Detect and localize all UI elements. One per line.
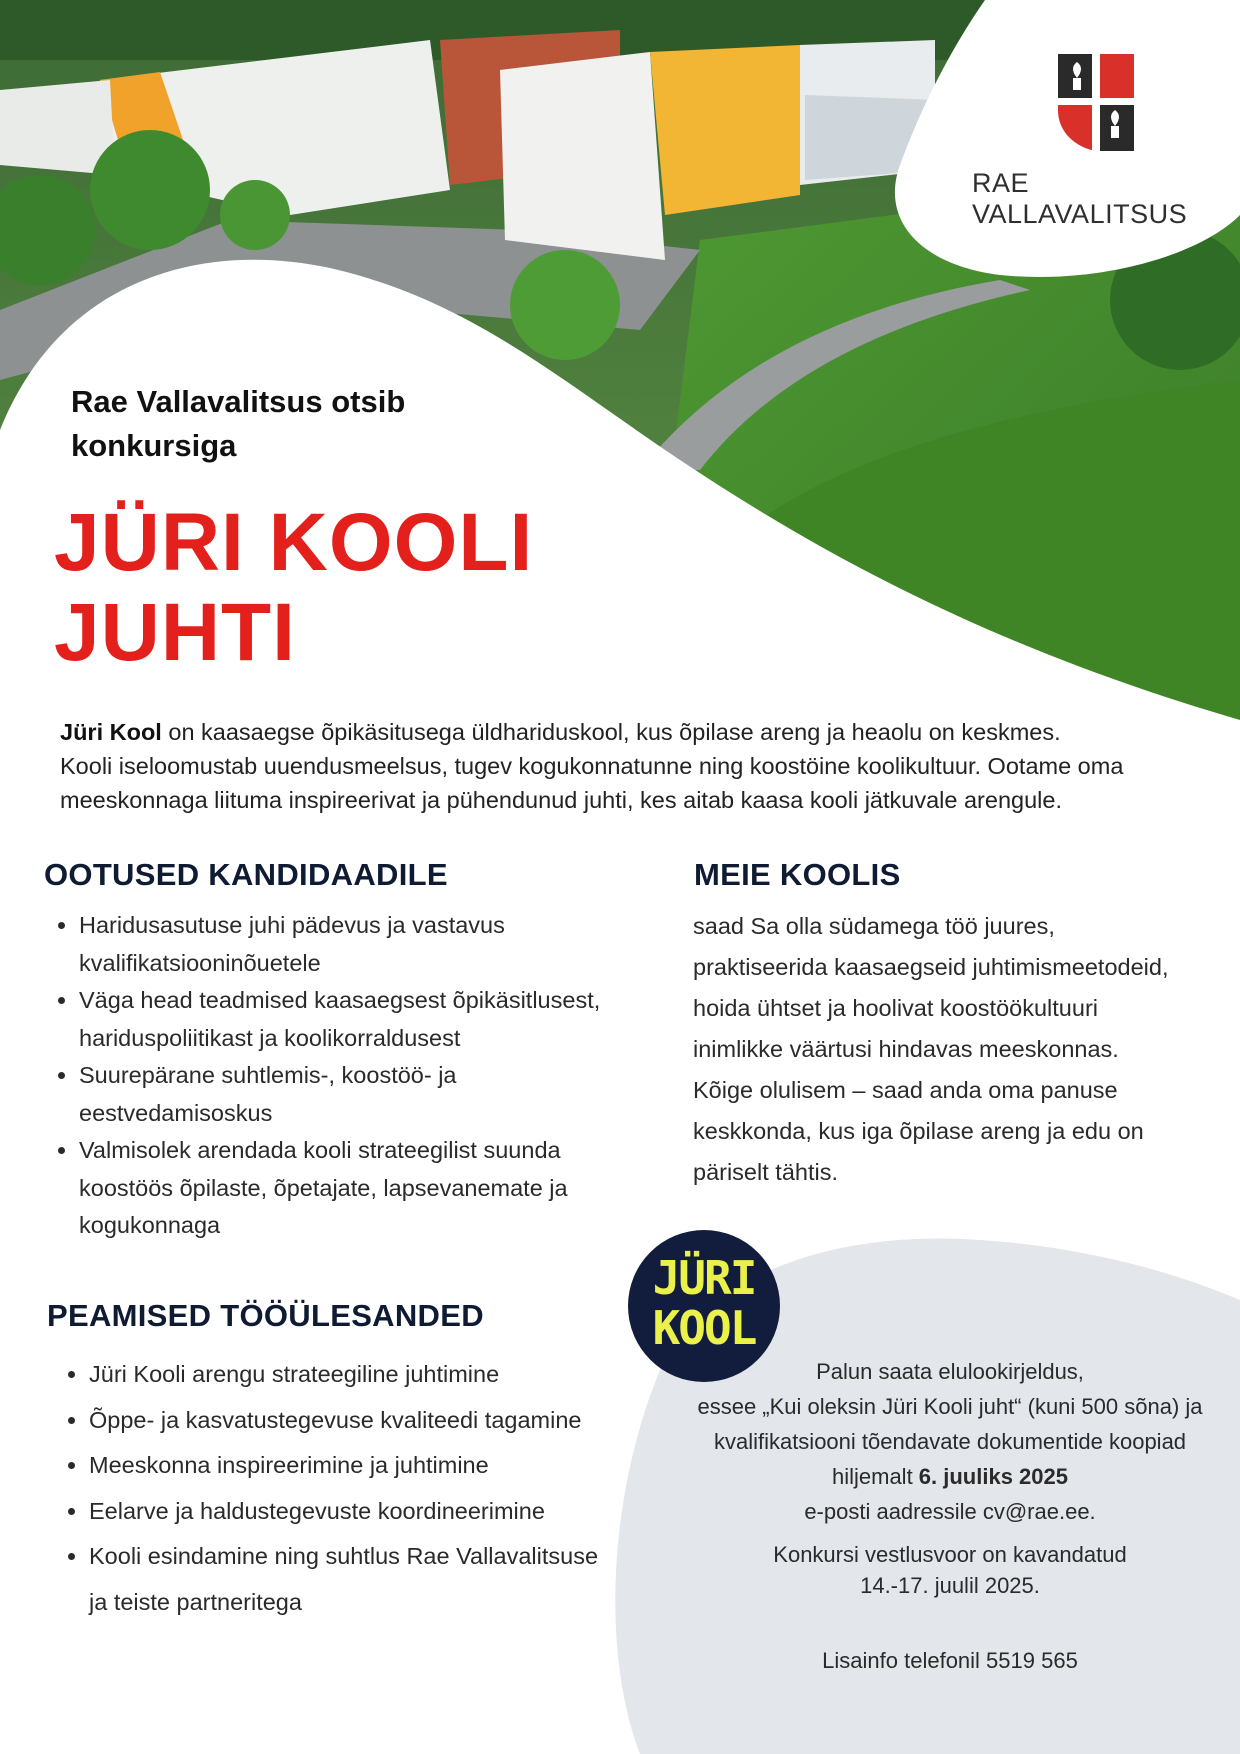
list-item-text: kvalifikatsiooninõuetele bbox=[79, 949, 321, 976]
list-item bbox=[89, 1534, 689, 1625]
our-school-line: saad Sa olla südamega töö juures, bbox=[693, 913, 1055, 939]
list-item bbox=[79, 1132, 679, 1245]
deadline-date: 6. juuliks 2025 bbox=[918, 1464, 1068, 1489]
contact-phone: Lisainfo telefonil 5519 565 bbox=[822, 1648, 1078, 1673]
description-line-3: meeskonnaga liituma inspireerivat ja pühendunud juhti, kes aitab kaasa kooli jätkuvale arengule. bbox=[60, 787, 1062, 813]
expectations-heading: OOTUSED KANDIDAADILE bbox=[44, 857, 448, 892]
our-school-line: keskkonda, kus iga õpilase areng ja edu on bbox=[693, 1118, 1144, 1144]
expectations-list bbox=[44, 907, 679, 1245]
our-school-line: päriselt tähtis. bbox=[693, 1159, 838, 1185]
description-line-1 bbox=[60, 715, 1220, 749]
list-item-text: Kooli esindamine ning suhtlus Rae Vallavalitsuse bbox=[89, 1543, 599, 1569]
contact-info bbox=[660, 1354, 1240, 1678]
list-item-text: koostöös õpilaste, õpetajate, lapsevanemate ja bbox=[79, 1174, 568, 1201]
rae-coat-of-arms-icon bbox=[1056, 52, 1136, 152]
our-school-line: praktiseerida kaasaegseid juhtimismeetodeid, bbox=[693, 954, 1169, 980]
our-school-line: hoida ühtset ja hoolivat koostöökultuuri bbox=[693, 995, 1098, 1021]
description-bold: Jüri Kool bbox=[60, 719, 162, 745]
description-line-1-text: on kaasaegse õpikäsitusega üldhariduskool, kus õpilase areng ja heaolu on keskmes. bbox=[161, 719, 1061, 745]
intro-line-2: konkursiga bbox=[71, 428, 237, 463]
our-school-line: Kõige olulisem – saad anda oma panuse bbox=[693, 1077, 1118, 1103]
contact-line-5: e-posti aadressile cv@rae.ee. bbox=[804, 1499, 1096, 1524]
list-item-text: Väga head teadmised kaasaegsest õpikäsitlusest, bbox=[79, 987, 601, 1013]
list-item: • Jüri Kooli arengu strateegiline juhtimine bbox=[89, 1352, 689, 1398]
contact-line-1: Palun saata elulookirjeldus, bbox=[816, 1359, 1084, 1384]
deadline-prefix: hiljemalt bbox=[831, 1464, 919, 1489]
list-item: • Eelarve ja haldustegevuste koordineerimine bbox=[89, 1489, 689, 1535]
our-school-text bbox=[693, 906, 1233, 1193]
list-item-text: kogukonnaga bbox=[79, 1212, 221, 1238]
juri-kool-logo-line-1: JÜRI bbox=[652, 1251, 756, 1305]
list-item bbox=[79, 982, 679, 1057]
intro-line-1: Rae Vallavalitsus otsib bbox=[71, 384, 406, 419]
list-item-text: Suurepärane suhtlemis-, koostöö- ja bbox=[79, 1062, 457, 1088]
contact-line-6: Konkursi vestlusvoor on kavandatud bbox=[773, 1542, 1127, 1567]
list-item: • Meeskonna inspireerimine ja juhtimine bbox=[89, 1443, 689, 1489]
contact-line-2: essee „Kui oleksin Jüri Kooli juht“ (kuni 500 sõna) ja bbox=[697, 1394, 1203, 1419]
org-name: RAE VALLAVALITSUS bbox=[972, 168, 1188, 229]
tasks-list bbox=[54, 1352, 689, 1625]
page-title-line-2: JUHTI bbox=[54, 587, 296, 678]
list-item-text: ja teiste partneritega bbox=[89, 1588, 302, 1615]
school-description bbox=[60, 715, 1220, 817]
list-item-text: Valmisolek arendada kooli strateegilist suunda bbox=[79, 1137, 561, 1163]
list-item bbox=[79, 907, 679, 982]
list-item-text: eestvedamisoskus bbox=[79, 1099, 273, 1126]
our-school-line: inimlikke väärtusi hindavas meeskonnas. bbox=[693, 1036, 1119, 1062]
contact-line-7: 14.-17. juulil 2025. bbox=[860, 1573, 1040, 1598]
juri-kool-logo-line-2: KOOL bbox=[652, 1301, 756, 1355]
list-item bbox=[79, 1057, 679, 1132]
list-item-text: hariduspoliitikast ja koolikorraldusest bbox=[79, 1024, 461, 1051]
tasks-heading: PEAMISED TÖÖÜLESANDED bbox=[47, 1298, 484, 1333]
list-item: • Õppe- ja kasvatustegevuse kvaliteedi tagamine bbox=[89, 1398, 689, 1444]
page-title-line-1: JÜRI KOOLI bbox=[54, 497, 534, 588]
contact-line-4 bbox=[660, 1459, 1240, 1494]
description-line-2: Kooli iseloomustab uuendusmeelsus, tugev kogukonnatunne ning koostöine koolikultuur. Ootame oma bbox=[60, 753, 1124, 779]
list-item-text: Haridusasutuse juhi pädevus ja vastavus bbox=[79, 912, 505, 938]
contact-line-3: kvalifikatsiooni tõendavate dokumentide koopiad bbox=[713, 1429, 1187, 1454]
our-school-heading: MEIE KOOLIS bbox=[694, 857, 901, 892]
